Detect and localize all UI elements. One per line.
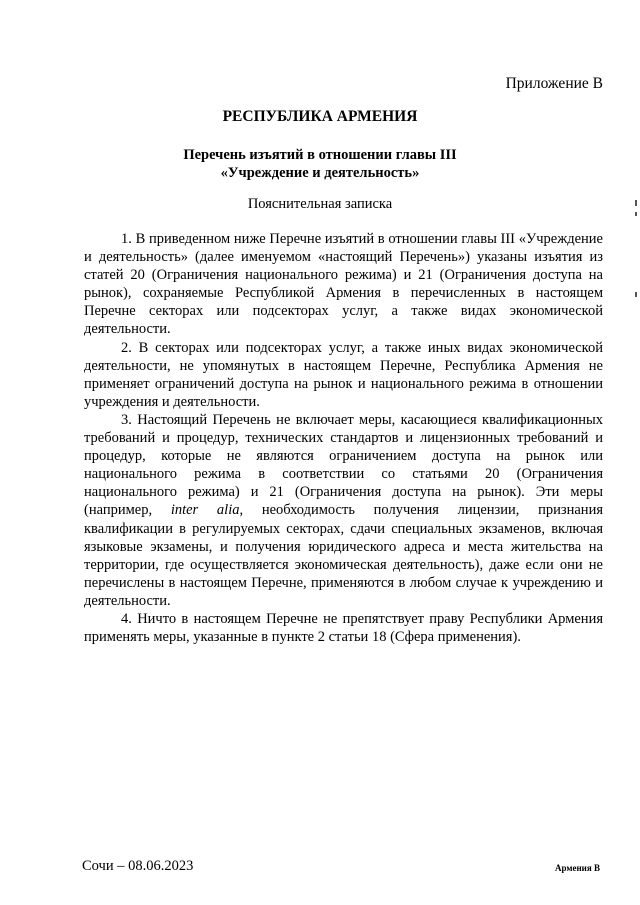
scan-edge-mark [635, 212, 637, 216]
document-title: РЕСПУБЛИКА АРМЕНИЯ [222, 108, 418, 125]
paragraph-3-italic: inter alia [170, 502, 240, 519]
footer-date: Сочи – 08.06.2023 [82, 858, 194, 874]
paragraph-4: 4. Ничто в настоящем Перечне не препятствует праву Республики Армения применять меры, указанные в пункте 2 статьи 18 (Сфера применения). [84, 610, 603, 646]
subtitle-line-1: Перечень изъятий в отношении главы III [183, 147, 457, 163]
paragraph-3-part-2: , необходимость получения лицензии, признания квалификации в регулируемых секторах, сдачи специальных экзаменов, включая языковые экзамены, и получения юридического адреса и места жительства на территории, где осуществляется экономическая деятельность), даже если они не перечислены в настоящем Перечне, применяются в любом случае к учреждению и деятельности. [84, 502, 604, 609]
paragraph-3-part-1: 3. Настоящий Перечень не включает меры, касающиеся квалификационных требований и процедур, технических стандартов и лицензионных требований и процедур, которые не являются ограничением доступа на рынок или национального режима в соответствии со статьями 20 (Ограничения национального режима) и 21 (Ограничения доступа на рынок). Эти меры (например, [84, 411, 603, 519]
document-body [84, 230, 603, 646]
explanatory-note-title: Пояснительная записка [247, 196, 393, 212]
appendix-label: Приложение В [505, 75, 603, 92]
scan-edge-mark [635, 200, 637, 206]
paragraph-2: 2. В секторах или подсекторах услуг, а также иных видах экономической деятельности, не упомянутых в настоящем Перечне, Республика Армения не применяет ограничений доступа на рынок и национального режима в отношении учреждения и деятельности. [84, 339, 603, 410]
paragraph-3 [84, 411, 603, 610]
scan-edge-mark [635, 292, 637, 297]
footer-code: Армения В [555, 863, 600, 873]
paragraph-1: 1. В приведенном ниже Перечне изъятий в отношении главы III «Учреждение и деятельность» (далее именуемом «настоящий Перечень») указаны изъятия из статей 20 (Ограничения национального режима) и 21 (Ограничения доступа на рынок), сохраняемые Республикой Армения в перечисленных в настоящем Перечне секторах или подсекторах услуг, а также видах экономической деятельности. [84, 231, 603, 338]
document-subtitle [0, 146, 640, 182]
subtitle-line-2: «Учреждение и деятельность» [220, 165, 420, 181]
